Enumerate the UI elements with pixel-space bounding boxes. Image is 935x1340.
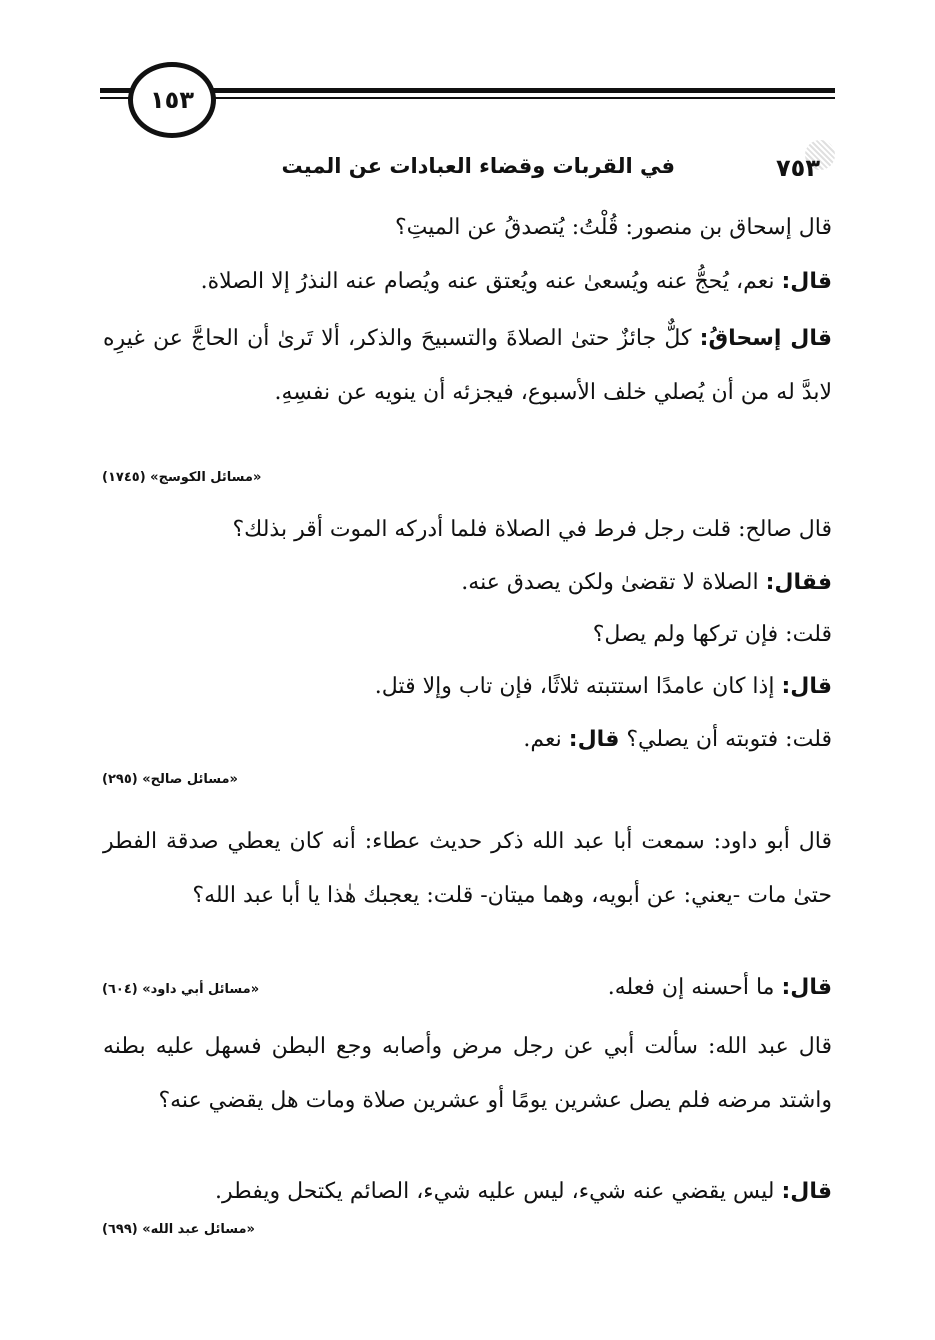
- paragraph: [103, 1174, 832, 1210]
- paragraph: [103, 565, 832, 601]
- answer-text: ليس يقضي عنه شيء، ليس عليه شيء، الصائم يكتحل ويفطر.: [215, 1179, 782, 1204]
- chapter-number: [761, 148, 835, 188]
- paragraph: [103, 312, 832, 420]
- answer-text: نعم، يُحجُّ عنه ويُسعىٰ عنه ويُعتق عنه ويُصام عنه النذرُ إلا الصلاة.: [200, 269, 782, 294]
- answer-text: نعم.: [523, 727, 569, 752]
- speaker-label: قال:: [568, 727, 620, 752]
- paragraph: قال إسحاق بن منصور: قُلْتُ: يُتصدقُ عن الميتِ؟: [394, 215, 832, 240]
- chapter-title: في القربات وقضاء العبادات عن الميت: [281, 154, 675, 178]
- source-citation: «مسائل الكوسج» (١٧٤٥): [102, 470, 262, 485]
- paragraph: قلت: فإن تركها ولم يصل؟: [592, 622, 832, 647]
- paragraph: [103, 669, 832, 705]
- page-number-badge: [128, 62, 216, 138]
- chapter-number-text: ٧٥٣: [776, 154, 820, 182]
- speaker-label: فقال:: [765, 570, 832, 595]
- source-citation: «مسائل صالح» (٢٩٥): [102, 772, 238, 787]
- speaker-label: قال:: [781, 975, 832, 1000]
- speaker-label: قال:: [781, 269, 832, 294]
- source-citation: «مسائل عبد الله» (٦٩٩): [102, 1222, 255, 1237]
- paragraph: [103, 264, 832, 300]
- speaker-label: قال إسحاقُ:: [699, 326, 832, 351]
- speaker-label: قال:: [781, 674, 832, 699]
- paragraph: قال صالح: قلت رجل فرط في الصلاة فلما أدركه الموت أقر بذلك؟: [232, 517, 832, 542]
- paragraph: [103, 722, 832, 758]
- comment-text: كلٌّ جائزٌ حتىٰ الصلاةَ والتسبيحَ والذكر، ألا تَرىٰ أن الحاجَّ عن غيرِه لابدَّ له من أن يُصلي خلف الأسبوع، فيجزئه أن ينويه عن نفسِهِ.: [103, 326, 832, 405]
- answer-text: الصلاة لا تقضىٰ ولكن يصدق عنه.: [461, 570, 766, 595]
- page-number: ١٥٣: [150, 86, 194, 114]
- answer-text: ما أحسنه إن فعله.: [607, 975, 782, 1000]
- question-text: قلت: فتوبته أن يصلي؟: [619, 727, 832, 752]
- paragraph: قال أبو داود: سمعت أبا عبد الله ذكر حديث عطاء: أنه كان يعطي صدقة الفطر حتىٰ مات -يعني: عن أبويه، وهما ميتان- قلت: يعجبك هٰذا يا أبا عبد الله؟: [103, 829, 832, 908]
- paragraph: قال عبد الله: سألت أبي عن رجل مرض وأصابه وجع البطن فسهل عليه بطنه واشتد مرضه فلم يصل عشرين يومًا أو عشرين صلاة ومات هل يقضي عنه؟: [103, 1034, 832, 1113]
- answer-text: إذا كان عامدًا استتبته ثلاثًا، فإن تاب وإلا قتل.: [374, 674, 782, 699]
- source-citation: «مسائل أبي داود» (٦٠٤): [102, 982, 260, 997]
- speaker-label: قال:: [781, 1179, 832, 1204]
